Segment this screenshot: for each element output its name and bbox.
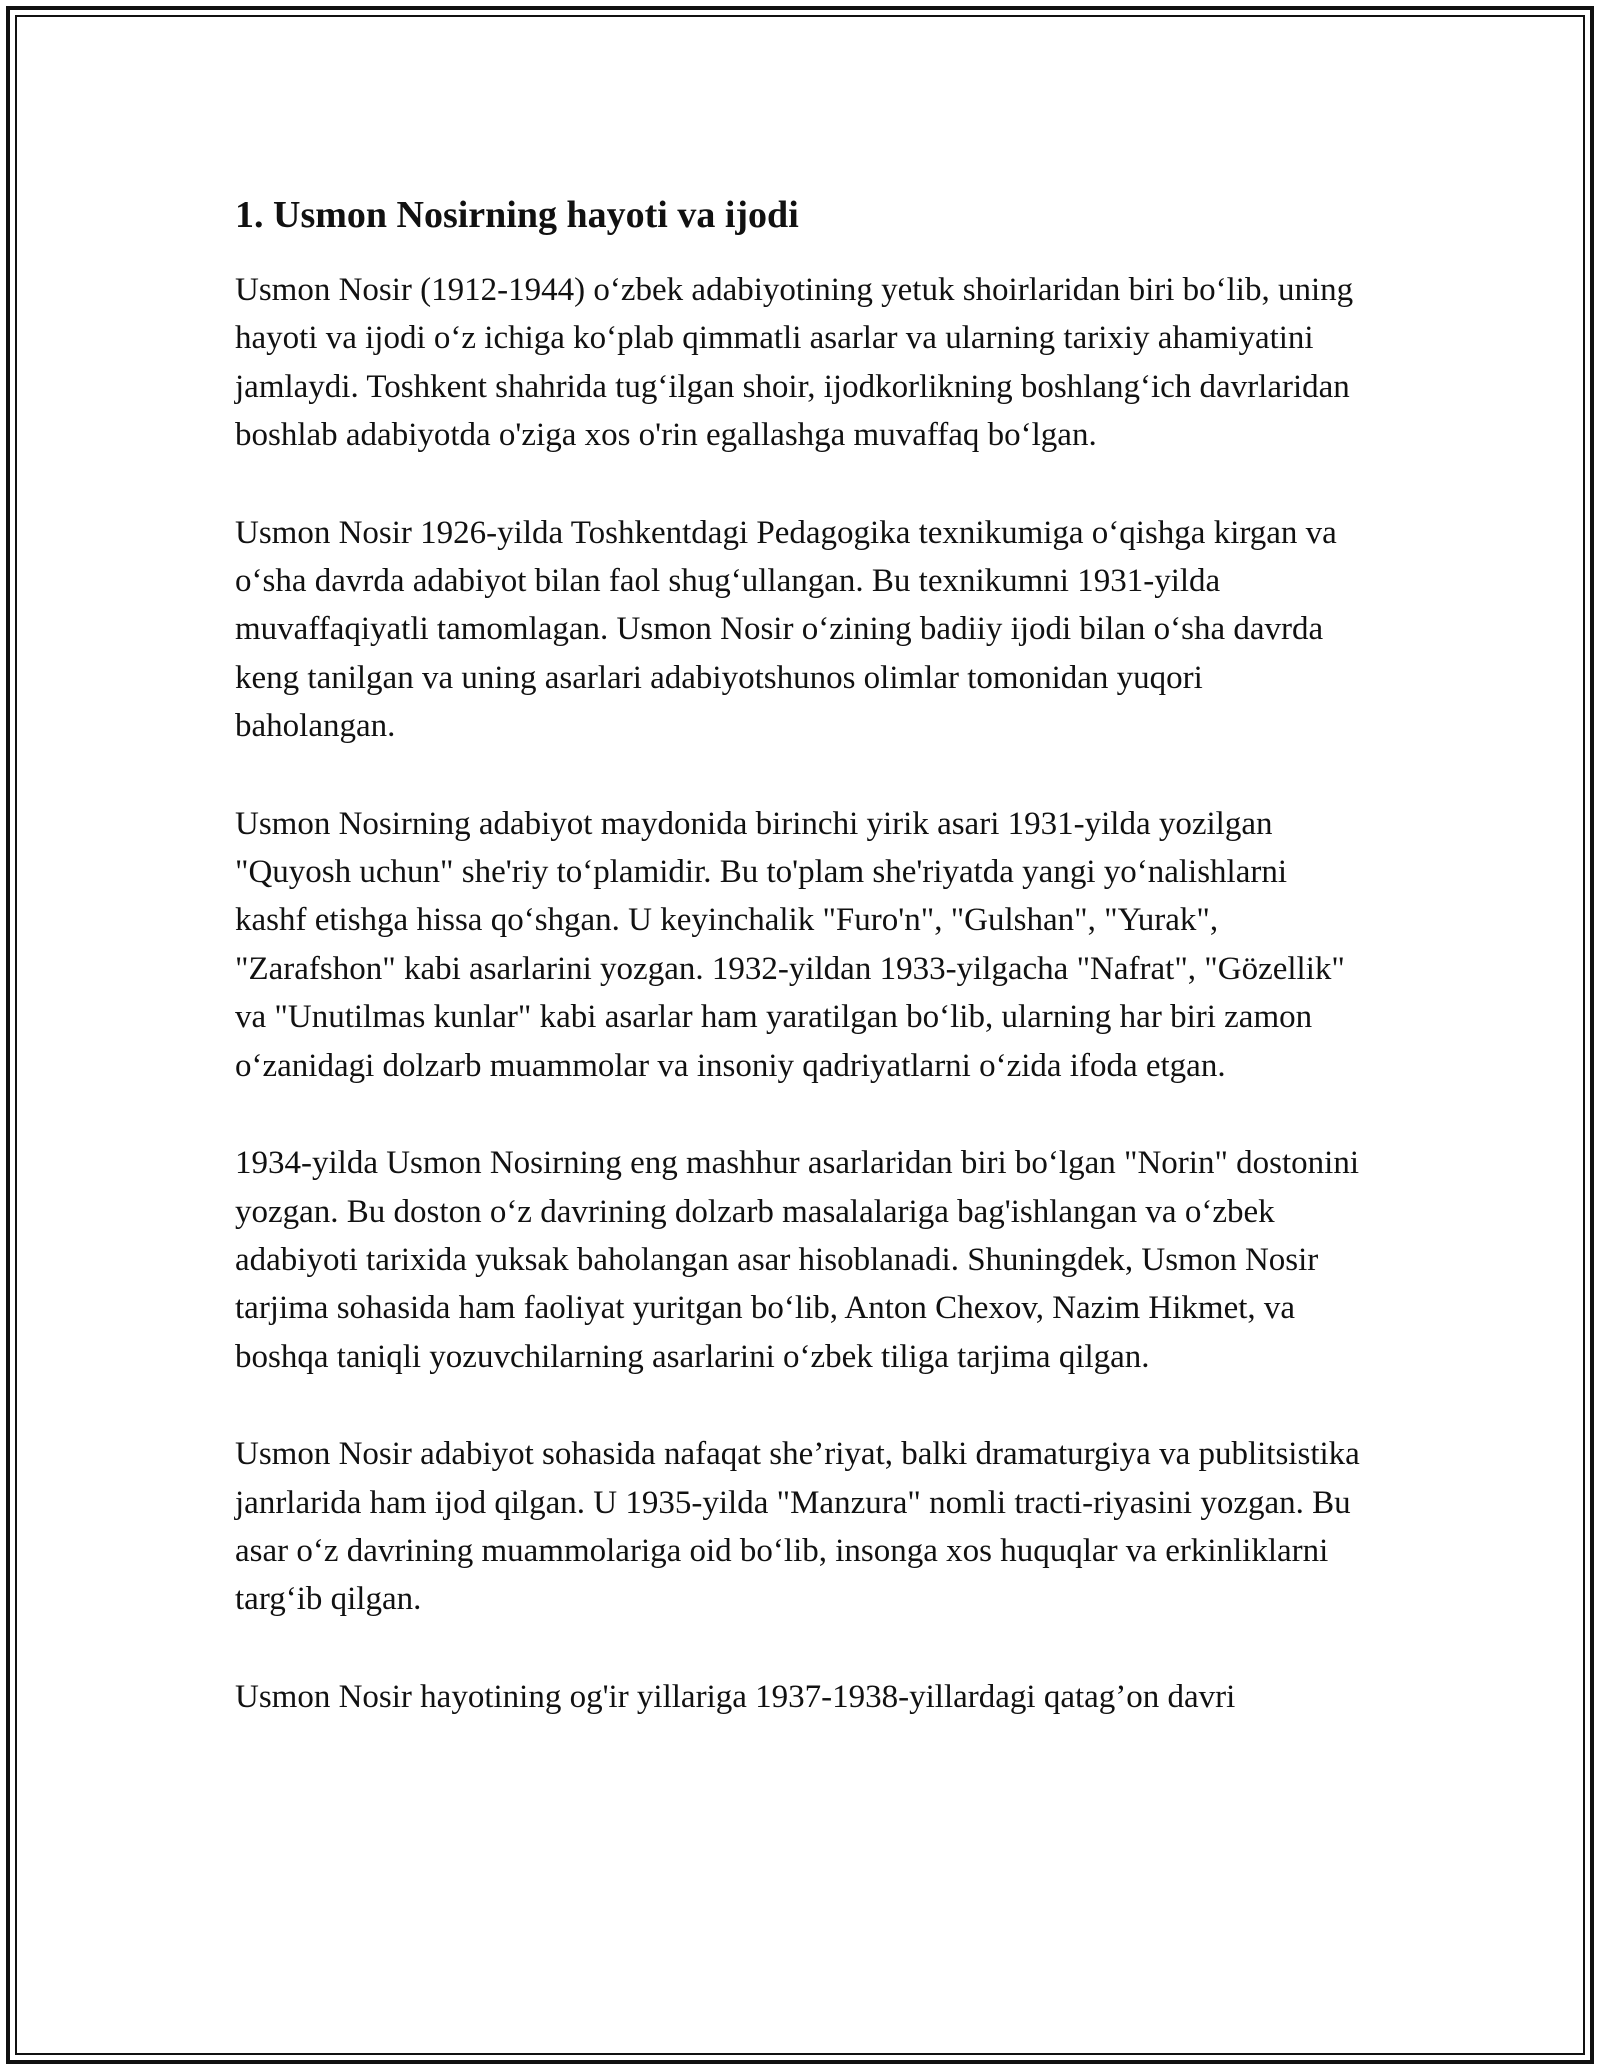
- paragraph-2: Usmon Nosir 1926-yilda Toshkentdagi Pedagogika texnikumiga o‘qishga kirgan va o‘sha davrda adabiyot bilan faol shug‘ullangan. Bu texnikumni 1931-yilda muvaffaqiyatli tamomlagan. Usmon Nosir o‘zining badiiy ijodi bilan o‘sha davrda keng tanilgan va uning asarlari adabiyotshunos olimlar tomonidan yuqori baholangan.: [235, 514, 1337, 745]
- paragraph-1: Usmon Nosir (1912-1944) o‘zbek adabiyotining yetuk shoirlaridan biri bo‘lib, uning hayoti va ijodi o‘z ichiga ko‘plab qimmatli asarlar va ularning tarixiy ahamiyatini jamlaydi. Toshkent shahrida tug‘ilgan shoir, ijodkorlikning boshlang‘ich davrlaridan boshlab adabiyotda o'ziga xos o'rin egallashga muvaffaq bo‘lgan.: [235, 272, 1354, 454]
- paragraph-5: Usmon Nosir adabiyot sohasida nafaqat she’riyat, balki dramaturgiya va publitsistika janrlarida ham ijod qilgan. U 1935-yilda "Manzura" nomli tracti-riyasini yozgan. Bu asar o‘z davrining muammolariga oid bo‘lib, insonga xos huquqlar va erkinliklarni targ‘ib qilgan.: [235, 1436, 1360, 1618]
- paragraph-4: 1934-yilda Usmon Nosirning eng mashhur asarlaridan biri bo‘lgan "Norin" dostonini yozgan. Bu doston o‘z davrining dolzarb masalalariga bag'ishlangan va o‘zbek adabiyoti tarixida yuksak baholangan asar hisoblanadi. Shuningdek, Usmon Nosir tarjima sohasida ham faoliyat yuritgan bo‘lib, Anton Chexov, Nazim Hikmet, va boshqa taniqli yozuvchilarning asarlarini o‘zbek tiliga tarjima qilgan.: [235, 1145, 1360, 1375]
- section-heading: 1. Usmon Nosirning hayoti va ijodi: [235, 194, 799, 236]
- paragraph-6: Usmon Nosir hayotining og'ir yillariga 1937-1938-yillardagi qatag’on davri: [235, 1678, 1236, 1715]
- paragraph-3: Usmon Nosirning adabiyot maydonida birinchi yirik asari 1931-yilda yozilgan "Quyosh uchun" she'riy to‘plamidir. Bu to'plam she'riyatda yangi yo‘nalishlarni kashf etishga hissa qo‘shgan. U keyinchalik "Furo'n", "Gulshan", "Yurak", "Zarafshon" kabi asarlarini yozgan. 1932-yildan 1933-yilgacha "Nafrat", "Gözellik" va "Unutilmas kunlar" kabi asarlar ham yaratilgan bo‘lib, ularning har biri zamon o‘zanidagi dolzarb muammolar va insoniy qadriyatlarni o‘zida ifoda etgan.: [235, 805, 1345, 1084]
- document-body: [235, 182, 1365, 1770]
